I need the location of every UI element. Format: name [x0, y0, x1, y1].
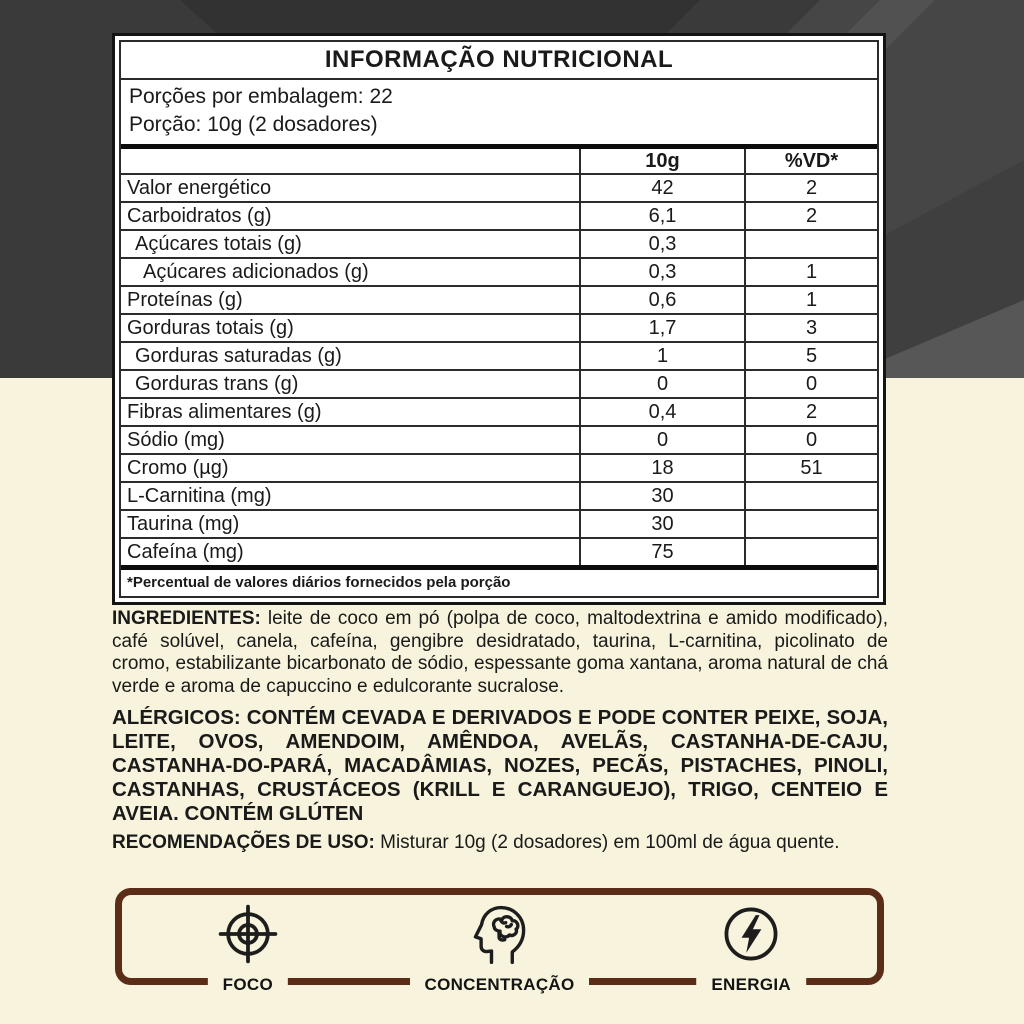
feature-foco: [122, 895, 374, 994]
nutrient-amount: 42: [579, 173, 744, 201]
nutrient-name: Sódio (mg): [121, 425, 579, 453]
nutrient-amount: 0,3: [579, 229, 744, 257]
nutrient-daily-value: 2: [744, 173, 877, 201]
nutrient-amount: 0: [579, 369, 744, 397]
feature-concentracao: [374, 895, 626, 994]
daily-value-footnote: *Percentual de valores diários fornecidos pela porção: [127, 574, 511, 591]
table-row: [121, 537, 877, 565]
nutrient-amount: 30: [579, 481, 744, 509]
nutrient-daily-value: 51: [744, 453, 877, 481]
feature-label-energia: ENERGIA: [696, 973, 806, 997]
header-vd-cell: %VD*: [744, 149, 877, 173]
nutrient-amount: 1: [579, 341, 744, 369]
nutrition-table: [121, 149, 877, 565]
nutrient-daily-value: 0: [744, 425, 877, 453]
brain-head-icon: [466, 898, 534, 970]
nutrient-amount: 1,7: [579, 313, 744, 341]
nutrition-facts-panel: [112, 33, 886, 605]
nutrient-amount: 18: [579, 453, 744, 481]
nutrient-name: Gorduras saturadas (g): [121, 341, 579, 369]
nutrient-name: Cromo (µg): [121, 453, 579, 481]
nutrient-daily-value: 3: [744, 313, 877, 341]
table-row: [121, 173, 877, 201]
lightning-icon: [717, 898, 785, 970]
nutrient-name: Valor energético: [121, 173, 579, 201]
nutrient-amount: 0,4: [579, 397, 744, 425]
usage-paragraph: [112, 832, 888, 854]
nutrient-name: Açúcares totais (g): [121, 229, 579, 257]
table-row: [121, 313, 877, 341]
nutrient-daily-value: [744, 509, 877, 537]
nutrient-daily-value: [744, 229, 877, 257]
target-icon: [214, 898, 282, 970]
features-box: [115, 888, 884, 994]
nutrient-name: Gorduras trans (g): [121, 369, 579, 397]
nutrient-name: L-Carnitina (mg): [121, 481, 579, 509]
nutrient-name: Carboidratos (g): [121, 201, 579, 229]
ingredients-text: leite de coco em pó (polpa de coco, maltodextrina e amido modificado), café solúvel, canela, cafeína, gengibre desidratado, taurina, L-carnitina, picolinato de cromo, estabilizante bicarbonato de sódio, espessante goma xantana, aroma natural de chá verde e aroma de capuccino e edulcorante sucralose.: [112, 608, 888, 697]
feature-label-foco: FOCO: [208, 973, 288, 997]
nutrient-name: Açúcares adicionados (g): [121, 257, 579, 285]
nutrition-rows: [121, 173, 877, 565]
nutrient-name: Taurina (mg): [121, 509, 579, 537]
table-row: [121, 285, 877, 313]
nutrient-daily-value: [744, 537, 877, 565]
nutrient-name: Fibras alimentares (g): [121, 397, 579, 425]
allergens-text: CONTÉM CEVADA E DERIVADOS E PODE CONTER PEIXE, SOJA, LEITE, OVOS, AMENDOIM, AMÊNDOA, AVELÃS, CASTANHA-DE-CAJU, CASTANHA-DO-PARÁ, MACADÂMIAS, NOZES, PECÃS, PISTACHES, PINOLI, CASTANHAS, CRUSTÁCEOS (KRILL E CARANGUEJO), TRIGO, CENTEIO E AVEIA. CONTÉM GLÚTEN: [112, 705, 888, 826]
table-row: [121, 481, 877, 509]
nutrient-daily-value: 1: [744, 285, 877, 313]
nutrient-name: Proteínas (g): [121, 285, 579, 313]
feature-energia: [625, 895, 877, 994]
nutrient-amount: 6,1: [579, 201, 744, 229]
ingredients-label: INGREDIENTES:: [112, 608, 261, 629]
allergens-paragraph: [112, 706, 888, 827]
nutrient-name: Gorduras totais (g): [121, 313, 579, 341]
feature-label-concentracao: CONCENTRAÇÃO: [410, 973, 590, 997]
table-row: [121, 369, 877, 397]
table-header-row: [121, 149, 877, 173]
table-row: [121, 425, 877, 453]
nutrient-amount: 0,3: [579, 257, 744, 285]
table-row: [121, 201, 877, 229]
header-amount-cell: 10g: [579, 149, 744, 173]
nutrient-daily-value: [744, 481, 877, 509]
nutrient-daily-value: 2: [744, 397, 877, 425]
servings-per-package: Porções por embalagem: 22: [129, 85, 393, 108]
header-empty-cell: [121, 149, 579, 173]
nutrition-title: INFORMAÇÃO NUTRICIONAL: [121, 42, 877, 80]
usage-label: RECOMENDAÇÕES DE USO:: [112, 832, 375, 853]
nutrient-daily-value: 2: [744, 201, 877, 229]
nutrient-amount: 30: [579, 509, 744, 537]
servings-info: [121, 80, 877, 144]
allergens-label: ALÉRGICOS:: [112, 705, 241, 729]
table-row: [121, 509, 877, 537]
ingredients-paragraph: [112, 608, 888, 698]
table-row: [121, 257, 877, 285]
nutrient-amount: 0,6: [579, 285, 744, 313]
usage-text: Misturar 10g (2 dosadores) em 100ml de água quente.: [374, 832, 840, 853]
table-row: [121, 229, 877, 257]
nutrient-amount: 0: [579, 425, 744, 453]
nutrient-daily-value: 5: [744, 341, 877, 369]
serving-size: Porção: 10g (2 dosadores): [129, 113, 378, 136]
nutrition-facts-inner: [119, 40, 879, 598]
table-row: [121, 397, 877, 425]
table-row: [121, 453, 877, 481]
nutrient-name: Cafeína (mg): [121, 537, 579, 565]
nutrient-daily-value: 1: [744, 257, 877, 285]
table-row: [121, 341, 877, 369]
nutrient-daily-value: 0: [744, 369, 877, 397]
nutrient-amount: 75: [579, 537, 744, 565]
